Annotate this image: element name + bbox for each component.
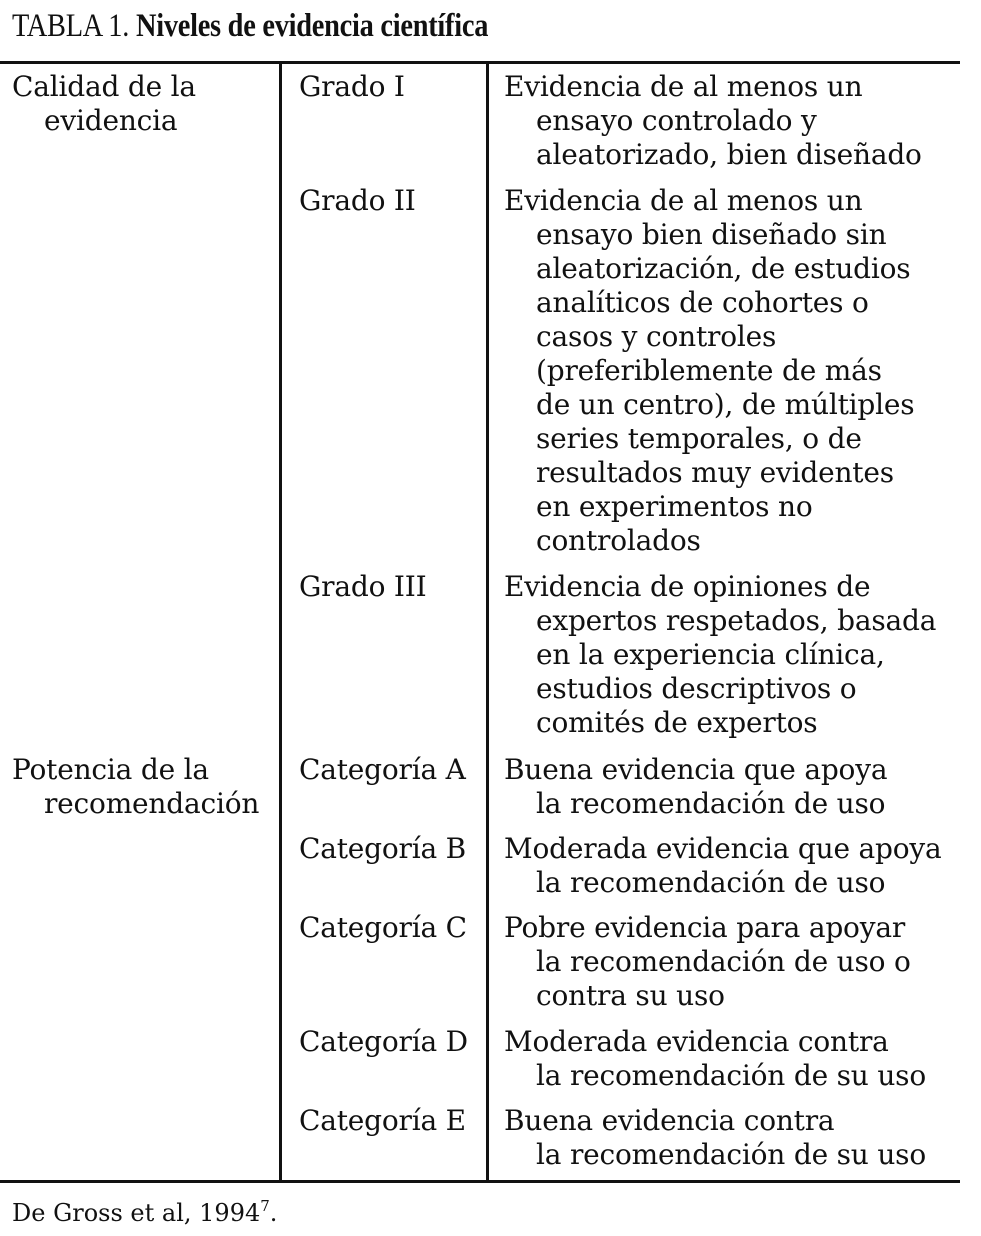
description-line: aleatorizado, bien diseñado bbox=[536, 138, 922, 171]
description-line: Moderada evidencia contra bbox=[504, 1025, 889, 1058]
description-line: series temporales, o de bbox=[536, 422, 862, 455]
description-line: la recomendación de uso o bbox=[536, 945, 911, 978]
description-line: de un centro), de múltiples bbox=[536, 388, 915, 421]
grade-description bbox=[504, 911, 911, 1013]
grade-description bbox=[504, 1025, 926, 1093]
description-line: Evidencia de al menos un bbox=[504, 70, 863, 103]
source-end: . bbox=[269, 1199, 278, 1227]
description-line: aleatorización, de estudios bbox=[536, 252, 911, 285]
description-line: Pobre evidencia para apoyar bbox=[504, 911, 906, 944]
grade-description bbox=[504, 570, 936, 740]
description-line: la recomendación de uso bbox=[536, 787, 886, 820]
description-line: en la experiencia clínica, bbox=[536, 638, 885, 671]
grade-label: Grado I bbox=[299, 70, 405, 103]
grade-label: Categoría A bbox=[299, 753, 466, 786]
description-line: Evidencia de opiniones de bbox=[504, 570, 871, 603]
description-line: contra su uso bbox=[536, 979, 725, 1012]
description-line: Buena evidencia que apoya bbox=[504, 753, 888, 786]
column-divider-2 bbox=[486, 63, 489, 1181]
description-line: ensayo bien diseñado sin bbox=[536, 218, 887, 251]
reference-number: 7 bbox=[260, 1197, 270, 1215]
grade-label: Grado III bbox=[299, 570, 427, 603]
bottom-rule bbox=[0, 1180, 960, 1183]
category-line: evidencia bbox=[44, 104, 178, 137]
top-rule bbox=[0, 61, 960, 64]
category-line: Potencia de la bbox=[12, 753, 209, 786]
table-heading: Niveles de evidencia científica bbox=[135, 8, 489, 44]
description-line: (preferiblemente de más bbox=[536, 354, 882, 387]
grade-label: Grado II bbox=[299, 184, 416, 217]
description-line: la recomendación de uso bbox=[536, 866, 886, 899]
category-line: Calidad de la bbox=[12, 70, 196, 103]
category-calidad bbox=[12, 70, 196, 138]
table-title bbox=[12, 6, 488, 46]
grade-label: Categoría E bbox=[299, 1104, 466, 1137]
source-text: De Gross et al, 1994 bbox=[12, 1199, 261, 1227]
grade-description bbox=[504, 184, 914, 558]
table-label: TABLA 1. bbox=[12, 8, 130, 44]
source-citation bbox=[12, 1198, 277, 1228]
description-line: en experimentos no bbox=[536, 490, 813, 523]
grade-label: Categoría D bbox=[299, 1025, 468, 1058]
description-line: analíticos de cohortes o bbox=[536, 286, 869, 319]
grade-description bbox=[504, 832, 942, 900]
description-line: Moderada evidencia que apoya bbox=[504, 832, 942, 865]
grade-label: Categoría C bbox=[299, 911, 467, 944]
description-line: la recomendación de su uso bbox=[536, 1059, 926, 1092]
category-potencia bbox=[12, 753, 259, 821]
description-line: la recomendación de su uso bbox=[536, 1138, 926, 1171]
description-line: controlados bbox=[536, 524, 701, 557]
description-line: ensayo controlado y bbox=[536, 104, 817, 137]
grade-description bbox=[504, 753, 887, 821]
description-line: resultados muy evidentes bbox=[536, 456, 894, 489]
description-line: comités de expertos bbox=[536, 706, 818, 739]
description-line: Evidencia de al menos un bbox=[504, 184, 863, 217]
description-line: casos y controles bbox=[536, 320, 777, 353]
category-line: recomendación bbox=[44, 787, 260, 820]
description-line: estudios descriptivos o bbox=[536, 672, 857, 705]
grade-description bbox=[504, 70, 922, 172]
column-divider-1 bbox=[279, 63, 282, 1181]
grade-label: Categoría B bbox=[299, 832, 467, 865]
grade-description bbox=[504, 1104, 926, 1172]
description-line: Buena evidencia contra bbox=[504, 1104, 835, 1137]
description-line: expertos respetados, basada bbox=[536, 604, 937, 637]
